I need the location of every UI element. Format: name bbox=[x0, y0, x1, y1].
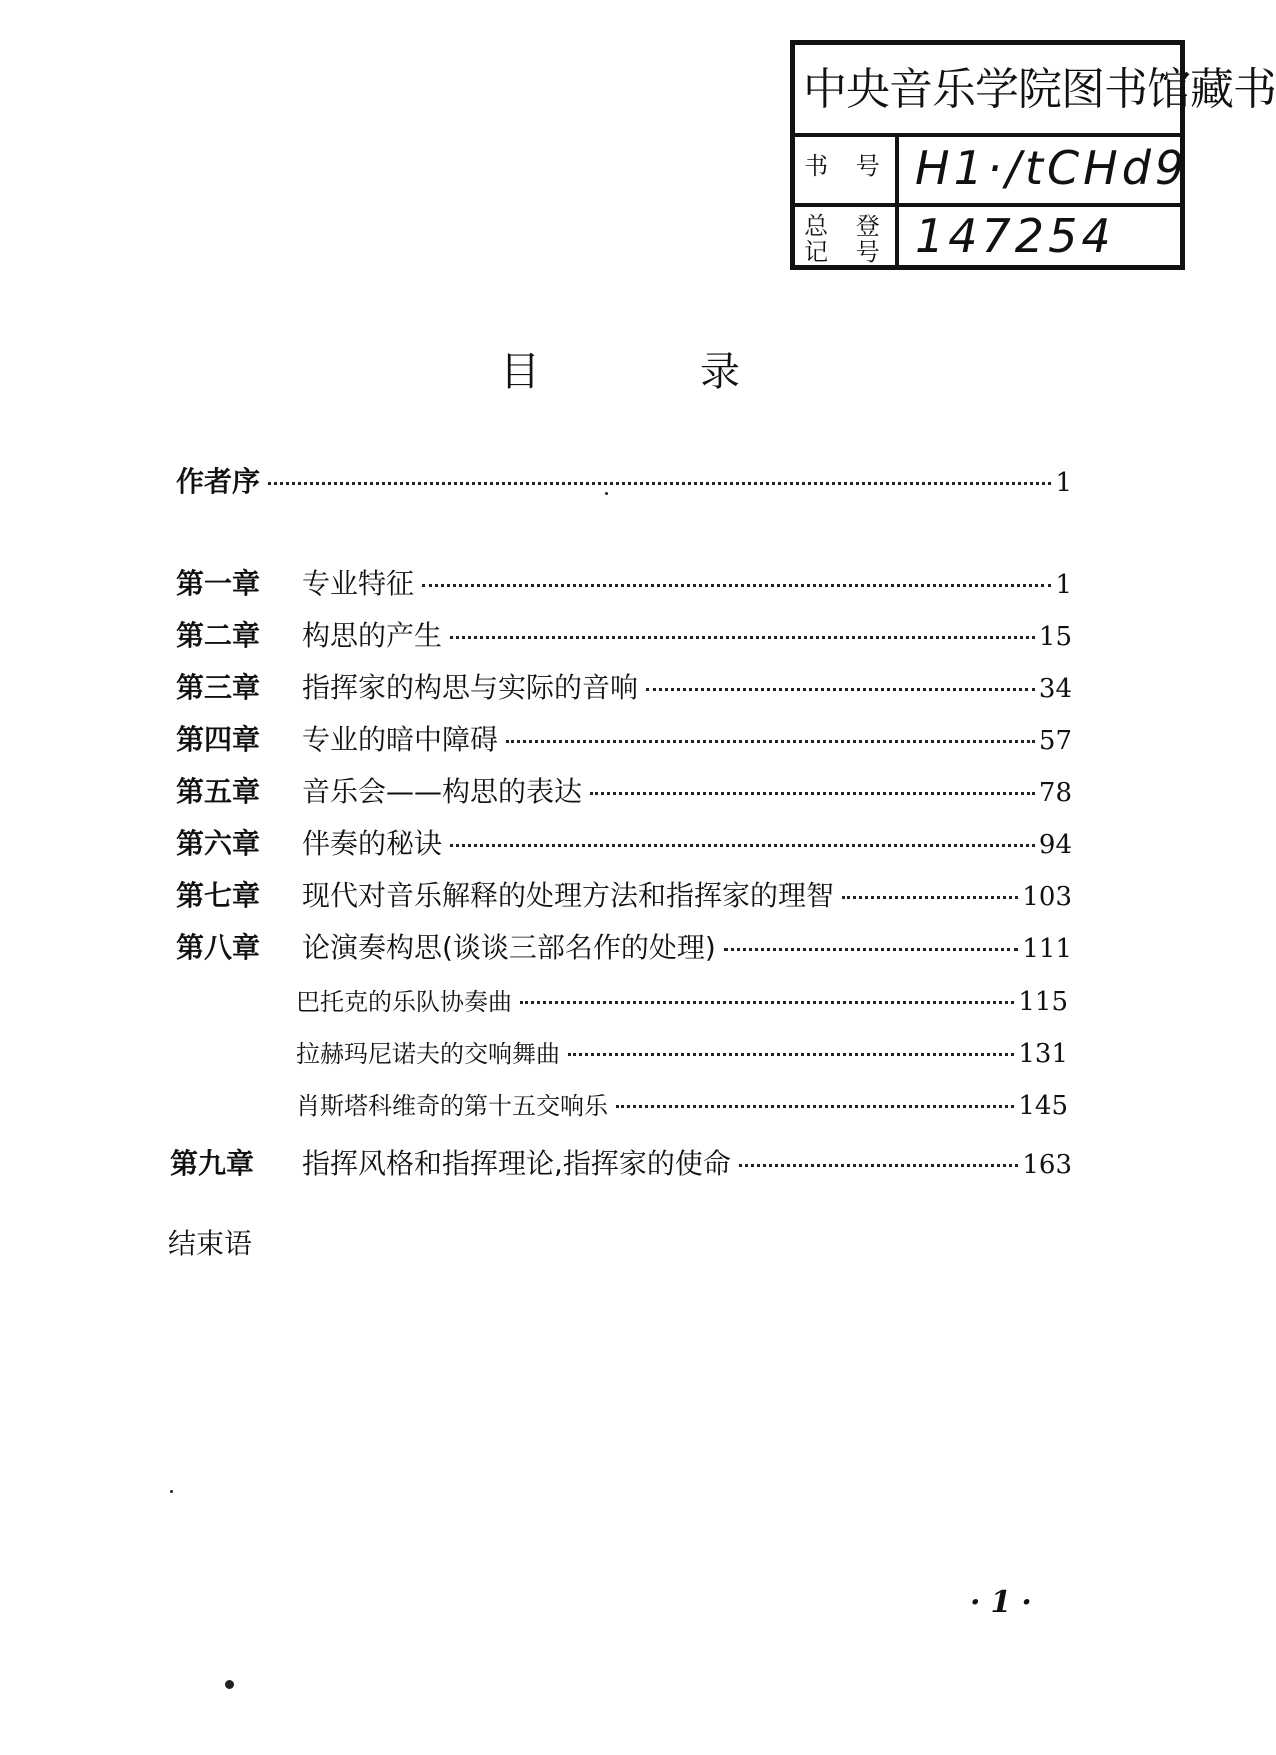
toc-entry-title: 构思的产生 bbox=[302, 619, 443, 652]
toc-entry-label: 第八章 bbox=[176, 931, 261, 964]
toc-leader-dots bbox=[450, 844, 1035, 847]
toc-entry-chapter-5 bbox=[176, 770, 1072, 810]
page-number-value: 1 bbox=[990, 1585, 1022, 1620]
library-stamp bbox=[790, 40, 1276, 270]
toc-leader-dots bbox=[568, 1053, 1014, 1056]
toc-leader-dots bbox=[616, 1105, 1014, 1108]
ink-speck bbox=[605, 492, 608, 495]
toc-entry-page: 131 bbox=[1018, 1039, 1068, 1069]
toc-entry-page: 1 bbox=[1055, 468, 1072, 498]
toc-entry-chapter-4 bbox=[176, 718, 1072, 758]
toc-entry-title: 巴托克的乐队协奏曲 bbox=[296, 988, 512, 1016]
toc-entry-preface bbox=[176, 460, 1072, 500]
toc-entry-title: 现代对音乐解释的处理方法和指挥家的理智 bbox=[302, 879, 835, 912]
toc-entry-page: 115 bbox=[1018, 987, 1068, 1017]
toc-entry-page: 78 bbox=[1038, 778, 1072, 808]
toc-leader-dots bbox=[422, 584, 1051, 587]
toc-entry-title: 伴奏的秘诀 bbox=[302, 827, 443, 860]
toc-entry-chapter-3 bbox=[176, 666, 1072, 706]
toc-entry-label: 第三章 bbox=[176, 671, 261, 704]
toc-entry-chapter-8 bbox=[176, 926, 1072, 966]
toc-entry-chapter-9 bbox=[170, 1142, 1072, 1182]
stamp-library-name: 中央音乐学院图书馆藏书 bbox=[803, 64, 1276, 115]
toc-leader-dots bbox=[842, 896, 1018, 899]
toc-entry-title: 专业的暗中障碍 bbox=[302, 723, 499, 756]
toc-leader-dots bbox=[646, 688, 1035, 691]
toc-entry-label: 作者序 bbox=[176, 465, 261, 498]
toc-entry-chapter-6 bbox=[176, 822, 1072, 862]
toc-entry-page: 57 bbox=[1038, 726, 1072, 756]
toc-entry-title: 拉赫玛尼诺夫的交响舞曲 bbox=[296, 1040, 560, 1068]
toc-subentry bbox=[296, 1034, 1068, 1069]
toc-entry-label: 第四章 bbox=[176, 723, 261, 756]
toc-leader-dots bbox=[268, 482, 1051, 485]
toc-leader-dots bbox=[506, 740, 1035, 743]
toc-entry-page: 163 bbox=[1022, 1150, 1072, 1180]
stamp-call-label: 书 号 bbox=[804, 152, 890, 180]
toc-entry-page: 103 bbox=[1022, 882, 1072, 912]
toc-entry-page: 1 bbox=[1055, 570, 1072, 600]
ink-speck bbox=[170, 1490, 173, 1493]
toc-leader-dots bbox=[724, 948, 1019, 951]
toc-entry-page: 15 bbox=[1038, 622, 1072, 652]
ink-speck bbox=[225, 1680, 234, 1689]
stamp-divider bbox=[795, 203, 1180, 207]
toc-entry-title: 指挥家的构思与实际的音响 bbox=[302, 671, 639, 704]
toc-entry-title: 音乐会——构思的表达 bbox=[302, 775, 583, 808]
toc-leader-dots bbox=[450, 636, 1035, 639]
toc-entry-title: 专业特征 bbox=[302, 567, 415, 600]
stamp-divider bbox=[795, 133, 1180, 137]
toc-leader-dots bbox=[739, 1164, 1018, 1167]
stamp-call-number: H1·/tCHd9 bbox=[915, 141, 1189, 195]
page-title: 目录 bbox=[500, 349, 900, 395]
toc-entry-chapter-2 bbox=[176, 614, 1072, 654]
toc-entry-label: 第九章 bbox=[170, 1147, 255, 1180]
toc-entry-chapter-7 bbox=[176, 874, 1072, 914]
page-number: ·1· bbox=[970, 1585, 1042, 1620]
toc-entry-page: 145 bbox=[1018, 1091, 1068, 1121]
toc-entry-label: 第七章 bbox=[176, 879, 261, 912]
toc-entry-ending: 结束语 bbox=[168, 1227, 253, 1260]
toc-entry-page: 34 bbox=[1038, 674, 1072, 704]
toc-leader-dots bbox=[520, 1001, 1014, 1004]
stamp-divider bbox=[895, 137, 899, 265]
stamp-reg-label: 总 登 记 号 bbox=[804, 212, 890, 266]
toc-entry-title: 指挥风格和指挥理论,指挥家的使命 bbox=[302, 1147, 731, 1180]
toc-entry-chapter-1 bbox=[176, 562, 1072, 602]
toc-entry-page: 94 bbox=[1038, 830, 1072, 860]
toc-entry-label: 第六章 bbox=[176, 827, 261, 860]
toc-entry-page: 111 bbox=[1022, 934, 1072, 964]
toc-entry-title: 肖斯塔科维奇的第十五交响乐 bbox=[296, 1092, 608, 1120]
toc-entry-title: 论演奏构思(谈谈三部名作的处理) bbox=[302, 931, 716, 964]
toc-entry-label: 第五章 bbox=[176, 775, 261, 808]
toc-leader-dots bbox=[590, 792, 1035, 795]
toc-subentry bbox=[296, 1086, 1068, 1121]
toc-subentry bbox=[296, 982, 1068, 1017]
toc-entry-label: 第一章 bbox=[176, 567, 261, 600]
stamp-reg-number: 147254 bbox=[915, 209, 1115, 263]
toc-entry-label: 第二章 bbox=[176, 619, 261, 652]
